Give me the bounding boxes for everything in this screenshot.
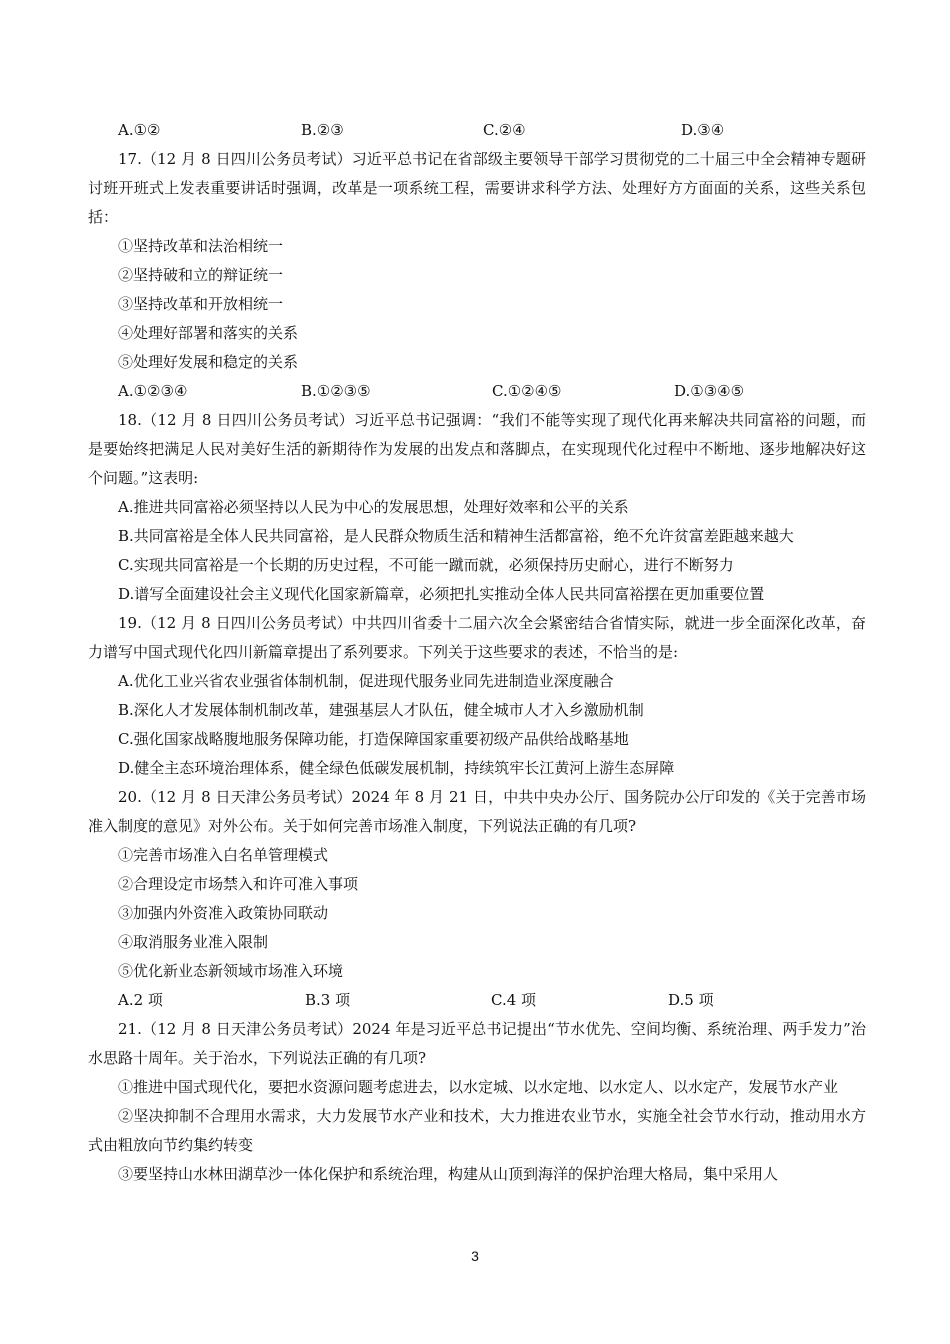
q20-item-2: ②合理设定市场禁入和许可准入事项 <box>118 875 359 893</box>
q17-option-a: A.①②③④ <box>118 382 188 400</box>
q16-option-d: D.③④ <box>681 121 725 139</box>
q21-item-2: ②坚决抑制不合理用水需求，大力发展节水产业和技术，大力推进农业节水，实施全社会节水行动，推动用水方式由粗放向节约集约转变 <box>88 1107 866 1154</box>
question-20 <box>88 783 866 1015</box>
q20-item-3: ③加强内外资准入政策协同联动 <box>118 904 329 922</box>
q17-option-b: B.①②③⑤ <box>301 382 371 400</box>
q20-option-a: A.2 项 <box>118 991 163 1009</box>
question-stem: 17.（12 月 8 日四川公务员考试）习近平总书记在省部级主要领导干部学习贯彻党的二十届三中全会精神专题研讨班开班式上发表重要讲话时强调，改革是一项系统工程，需要讲求科学方法、处理好方方面面的关系，这些关系包括： <box>88 150 866 226</box>
q17-item-1: ①坚持改革和法治相统一 <box>118 237 284 255</box>
q17-options <box>88 377 866 406</box>
q17-option-d: D.①③④⑤ <box>674 382 745 400</box>
q21-item-3: ③要坚持山水林田湖草沙一体化保护和系统治理，构建从山顶到海洋的保护治理大格局，集中采用人 <box>118 1165 779 1183</box>
q17-item-2: ②坚持破和立的辩证统一 <box>118 266 284 284</box>
q20-options <box>88 986 866 1015</box>
question-21 <box>88 1015 866 1189</box>
q21-item-1: ①推进中国式现代化，要把水资源问题考虑进去，以水定城、以水定地、以水定人、以水定产，发展节水产业 <box>118 1078 839 1096</box>
question-stem: 21.（12 月 8 日天津公务员考试）2024 年是习近平总书记提出“节水优先、空间均衡、系统治理、两手发力”治水思路十周年。关于治水，下列说法正确的有几项? <box>88 1020 866 1067</box>
q20-option-d: D.5 项 <box>668 991 714 1009</box>
q17-item-4: ④处理好部署和落实的关系 <box>118 324 299 342</box>
q17-item-3: ③坚持改革和开放相统一 <box>118 295 284 313</box>
question-stem: 20.（12 月 8 日天津公务员考试）2024 年 8 月 21 日，中共中央办公厅、国务院办公厅印发的《关于完善市场准入制度的意见》对外公布。关于如何完善市场准入制度，下列说法正确的有几项? <box>88 788 866 835</box>
question-stem: 18.（12 月 8 日四川公务员考试）习近平总书记强调：“我们不能等实现了现代化再来解决共同富裕的问题，而是要始终把满足人民对美好生活的新期待作为发展的出发点和落脚点，在实现现代化过程中不断地、逐步地解决好这个问题。”这表明: <box>88 411 866 487</box>
q17-option-c: C.①②④⑤ <box>492 382 562 400</box>
question-19 <box>88 609 866 783</box>
q19-option-d: D.健全主态环境治理体系，健全绿色低碳发展机制，持续筑牢长江黄河上游生态屏障 <box>118 759 675 777</box>
q19-option-a: A.优化工业兴省农业强省体制机制，促进现代服务业同先进制造业深度融合 <box>118 672 614 690</box>
q16-option-b: B.②③ <box>301 121 344 139</box>
q18-option-a: A.推进共同富裕必须坚持以人民为中心的发展思想，处理好效率和公平的关系 <box>118 498 629 516</box>
q18-option-c: C.实现共同富裕是一个长期的历史过程，不可能一蹴而就，必须保持历史耐心，进行不断努力 <box>118 556 734 574</box>
question-stem: 19.（12 月 8 日四川公务员考试）中共四川省委十二届六次全会紧密结合省情实际，就进一步全面深化改革，奋力谱写中国式现代化四川新篇章提出了系列要求。下列关于这些要求的表述，不恰当的是: <box>88 614 866 661</box>
q20-option-b: B.3 项 <box>305 991 351 1009</box>
q19-option-b: B.深化人才发展体制机制改革，建强基层人才队伍，健全城市人才入乡激励机制 <box>118 701 644 719</box>
q16-options <box>88 116 866 145</box>
question-18 <box>88 406 866 609</box>
q18-option-d: D.谱写全面建设社会主义现代化国家新篇章，必须把扎实推动全体人民共同富裕摆在更加重要位置 <box>118 585 765 603</box>
q17-item-5: ⑤处理好发展和稳定的关系 <box>118 353 299 371</box>
q16-option-c: C.②④ <box>483 121 526 139</box>
q18-option-b: B.共同富裕是全体人民共同富裕，是人民群众物质生活和精神生活都富裕，绝不允许贫富差距越来越大 <box>118 527 794 545</box>
q20-item-5: ⑤优化新业态新领域市场准入环境 <box>118 962 344 980</box>
q16-option-a: A.①② <box>118 121 161 139</box>
page-number: 3 <box>471 1248 479 1264</box>
question-17 <box>88 145 866 406</box>
q20-option-c: C.4 项 <box>491 991 537 1009</box>
q20-item-4: ④取消服务业准入限制 <box>118 933 269 951</box>
q19-option-c: C.强化国家战略腹地服务保障功能，打造保障国家重要初级产品供给战略基地 <box>118 730 629 748</box>
q20-item-1: ①完善市场准入白名单管理模式 <box>118 846 329 864</box>
page-content <box>88 116 866 1189</box>
